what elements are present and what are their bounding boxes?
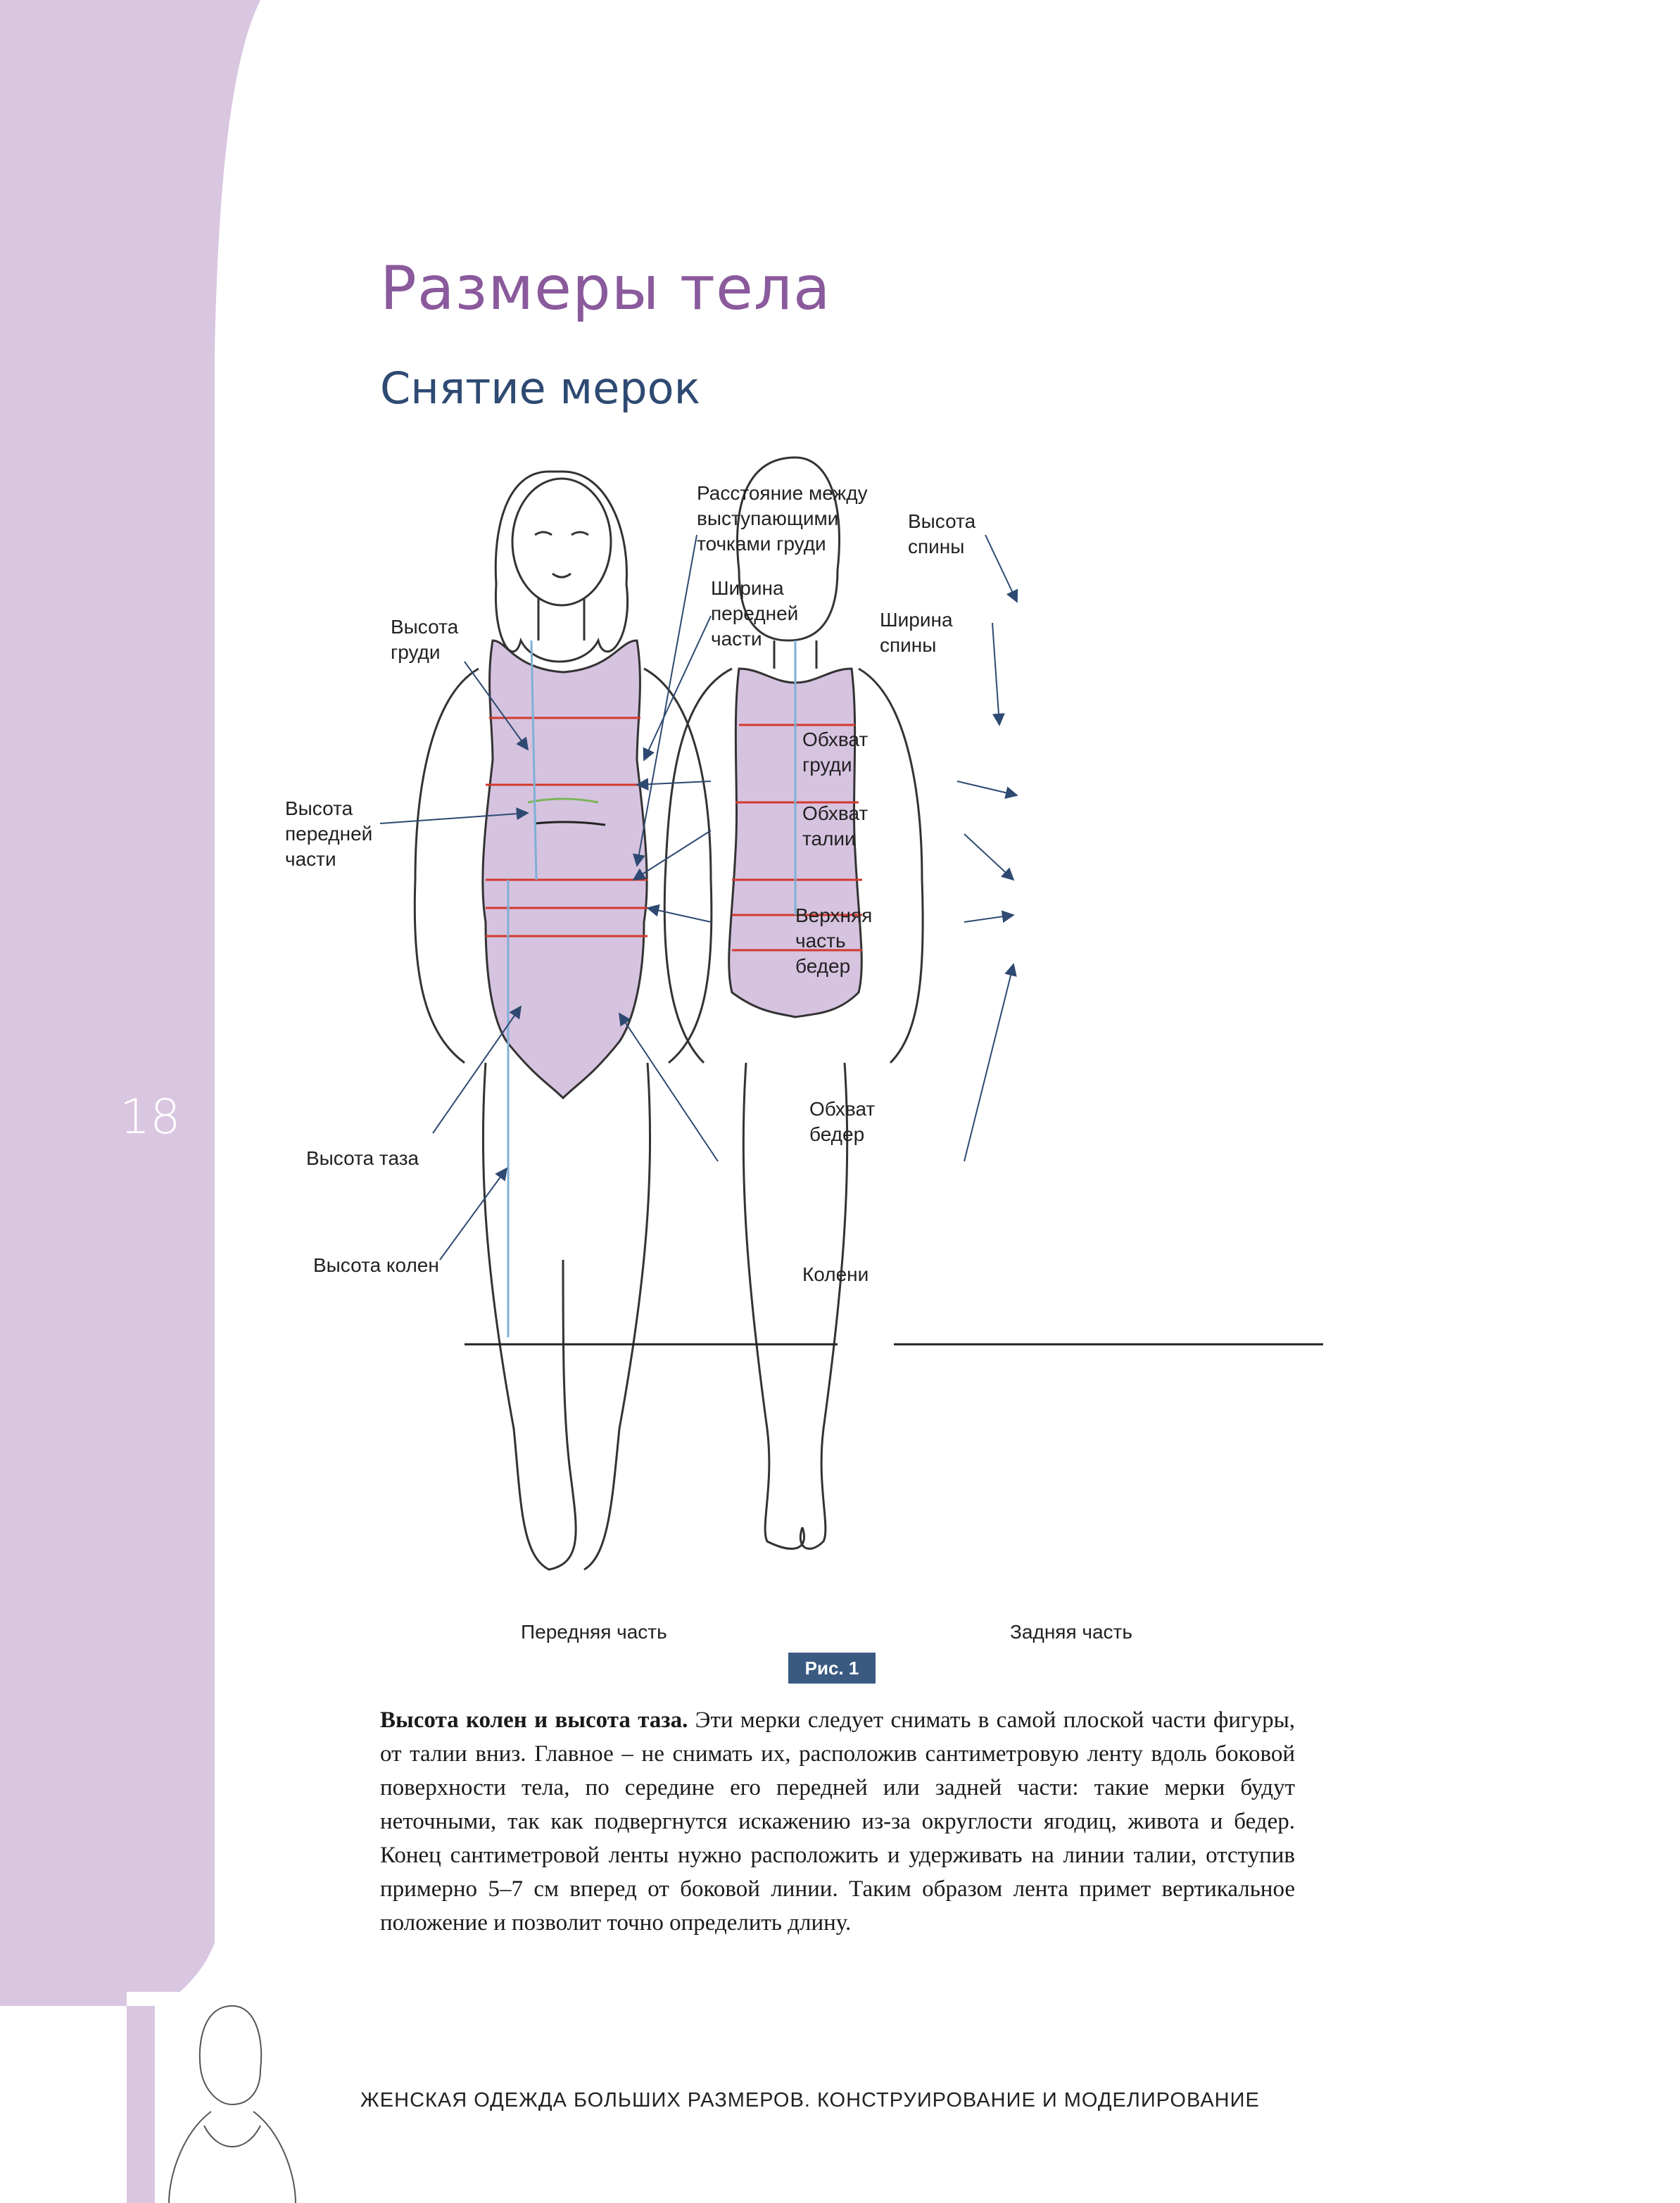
label-hip-circumference: Обхват бедер <box>809 1098 876 1145</box>
caption-front: Передняя часть <box>521 1621 667 1643</box>
page-number: 18 <box>120 1090 181 1145</box>
measurement-figure <box>253 429 1351 1654</box>
body-paragraph <box>380 1703 1295 1940</box>
figure-badge: Рис. 1 <box>788 1653 876 1684</box>
label-pelvis-height: Высота таза <box>306 1147 419 1169</box>
label-front-height: Высота передней части <box>285 797 373 870</box>
caption-back: Задняя часть <box>1010 1621 1132 1643</box>
label-back-height: Высота спины <box>908 510 976 557</box>
label-knees: Колени <box>802 1263 869 1285</box>
label-knee-height: Высота колен <box>313 1254 439 1276</box>
label-bust-height: Высота груди <box>391 616 459 663</box>
body-text: Эти мерки следует снимать в самой плоской части фигуры, от талии вниз. Главное – не снимать их, расположив сантиметровую ленту вдоль боковой поверхности тела, по середине его передней или задней части: такие мерки будут неточными, так как подвергнутся искажению из-за округлости ягодиц, живота и бедер. Конец сантиметровой ленты нужно расположить и удерживать на линии талии, отступив примерно 5–7 см вперед от боковой линии. Таким образом лента примет вертикальное положение и позволит точно определить длину. <box>380 1708 1296 1936</box>
footer-illustration <box>127 1992 338 2203</box>
label-bust-circumference: Обхват груди <box>802 728 869 776</box>
label-front-width: Ширина передней части <box>711 577 799 650</box>
label-distance-bust-points: Расстояние между выступающими точками груди <box>697 482 868 555</box>
page-title: Размеры тела <box>380 253 831 324</box>
section-title: Снятие мерок <box>380 362 701 414</box>
footer-book-title: ЖЕНСКАЯ ОДЕЖДА БОЛЬШИХ РАЗМЕРОВ. КОНСТРУИРОВАНИЕ И МОДЕЛИРОВАНИЕ <box>360 2089 1260 2112</box>
body-lead: Высота колен и высота таза. <box>380 1708 688 1733</box>
label-back-width: Ширина спины <box>880 609 953 656</box>
label-waist-circumference: Обхват талии <box>802 802 869 850</box>
label-upper-hip: Верхняя часть бедер <box>795 904 873 977</box>
